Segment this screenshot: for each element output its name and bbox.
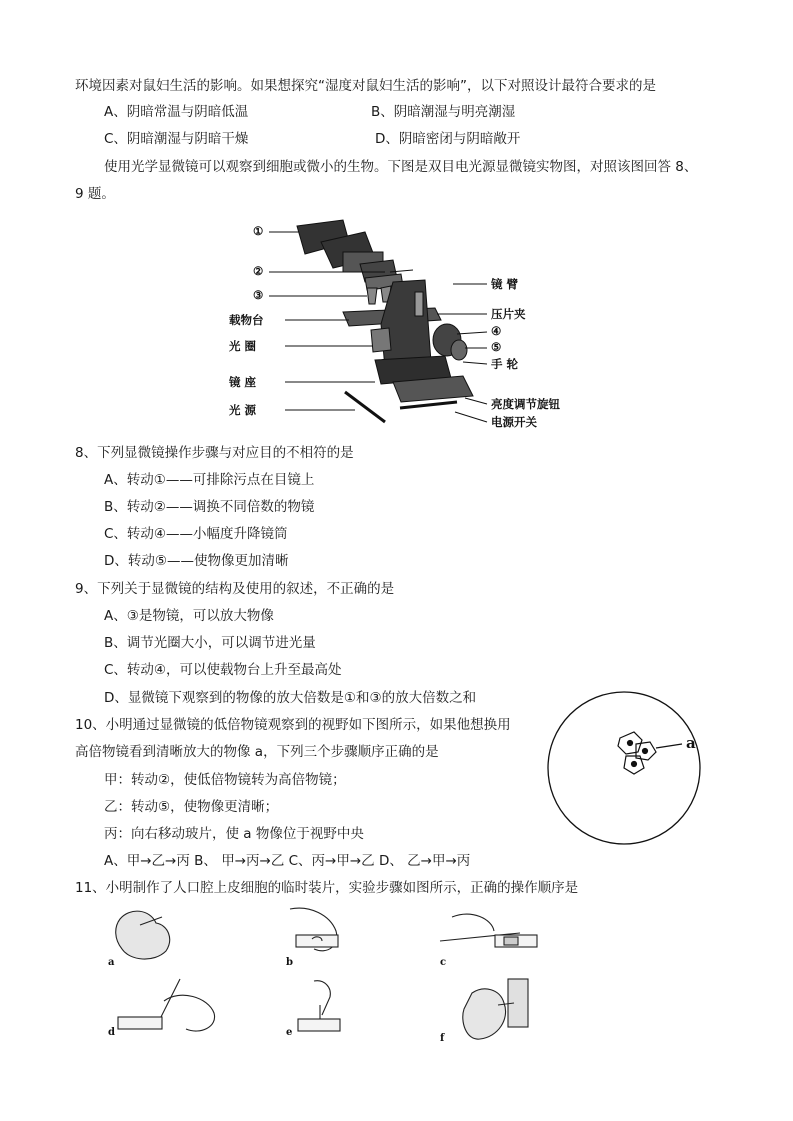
panel-label-d: d bbox=[108, 1027, 115, 1038]
field-label-a: a bbox=[686, 734, 696, 752]
label-diaphragm: 光 圈 bbox=[229, 339, 257, 353]
question-intro-line: 环境因素对鼠妇生活的影响。如果想探究“湿度对鼠妇生活的影响”，以下对照设计最符合要求的是 bbox=[75, 78, 656, 94]
q10-step-1: 甲：转动②，使低倍物镜转为高倍物镜； bbox=[104, 772, 346, 788]
q10-choices: A、甲→乙→丙 B、 甲→丙→乙 C、丙→甲→乙 D、 乙→甲→丙 bbox=[104, 853, 471, 869]
label-stage-clip: 压片夹 bbox=[491, 307, 526, 321]
q8-option-d: D、转动⑤——使物像更加清晰 bbox=[104, 553, 289, 569]
label-brightness-knob: 亮度调节旋钮 bbox=[491, 397, 560, 411]
q8-option-b: B、转动②——调换不同倍数的物镜 bbox=[104, 499, 315, 515]
option-a: A、阴暗常温与阴暗低温 bbox=[104, 104, 249, 120]
panel-label-f: f bbox=[440, 1033, 445, 1044]
q8-option-c: C、转动④——小幅度升降镜筒 bbox=[104, 526, 288, 542]
label-objective: ③ bbox=[253, 288, 264, 302]
label-power-switch: 电源开关 bbox=[491, 415, 537, 429]
q10-stem-2: 高倍物镜看到清晰放大的物像 a，下列三个步骤顺序正确的是 bbox=[75, 744, 439, 760]
q10-step-3: 丙：向右移动玻片，使 a 物像位于视野中央 bbox=[104, 826, 364, 842]
panel-label-c: c bbox=[440, 957, 447, 968]
q11-steps-drawing bbox=[100, 905, 560, 1050]
microscope-figure bbox=[225, 212, 565, 432]
panel-label-e: e bbox=[286, 1027, 293, 1038]
q10-stem-1: 10、小明通过显微镜的低倍物镜观察到的视野如下图所示，如果他想换用 bbox=[75, 717, 511, 733]
panel-label-a: a bbox=[108, 957, 115, 968]
label-fine-knob: ⑤ bbox=[491, 340, 502, 354]
label-arm: 镜 臂 bbox=[491, 277, 519, 291]
label-stage: 载物台 bbox=[229, 313, 264, 327]
panel-label-b: b bbox=[286, 957, 293, 968]
passage-line-1: 使用光学显微镜可以观察到细胞或微小的生物。下图是双目电光源显微镜实物图，对照该图回答 8、 bbox=[104, 159, 698, 175]
option-c: C、阴暗潮湿与阴暗干燥 bbox=[104, 131, 249, 147]
q9-stem: 9、下列关于显微镜的结构及使用的叙述，不正确的是 bbox=[75, 581, 395, 597]
label-base: 镜 座 bbox=[229, 375, 257, 389]
q8-option-a: A、转动①——可排除污点在目镜上 bbox=[104, 472, 315, 488]
q9-option-a: A、③是物镜，可以放大物像 bbox=[104, 608, 274, 624]
label-hand-wheel: 手 轮 bbox=[491, 357, 519, 371]
field-of-view-circle bbox=[544, 686, 719, 851]
q8-stem: 8、下列显微镜操作步骤与对应目的不相符的是 bbox=[75, 445, 354, 461]
cell-cluster bbox=[618, 732, 682, 774]
label-coarse-knob: ④ bbox=[491, 324, 502, 338]
label-nosepiece: ② bbox=[253, 264, 264, 278]
passage-line-2: 9 题。 bbox=[75, 186, 115, 202]
label-light-source: 光 源 bbox=[229, 403, 257, 417]
option-b: B、阴暗潮湿与明亮潮湿 bbox=[371, 104, 516, 120]
q9-option-c: C、转动④，可以使载物台上升至最高处 bbox=[104, 662, 342, 678]
q10-step-2: 乙：转动⑤，使物像更清晰； bbox=[104, 799, 279, 815]
q9-option-b: B、调节光圈大小，可以调节进光量 bbox=[104, 635, 316, 651]
q11-steps-figure bbox=[100, 905, 560, 1050]
option-d: D、阴暗密闭与阴暗敞开 bbox=[375, 131, 521, 147]
q11-stem: 11、小明制作了人口腔上皮细胞的临时装片，实验步骤如图所示，正确的操作顺序是 bbox=[75, 880, 579, 896]
field-of-view bbox=[544, 686, 719, 851]
label-eyepiece: ① bbox=[253, 224, 264, 238]
q9-option-d: D、显微镜下观察到的物像的放大倍数是①和③的放大倍数之和 bbox=[104, 690, 477, 706]
